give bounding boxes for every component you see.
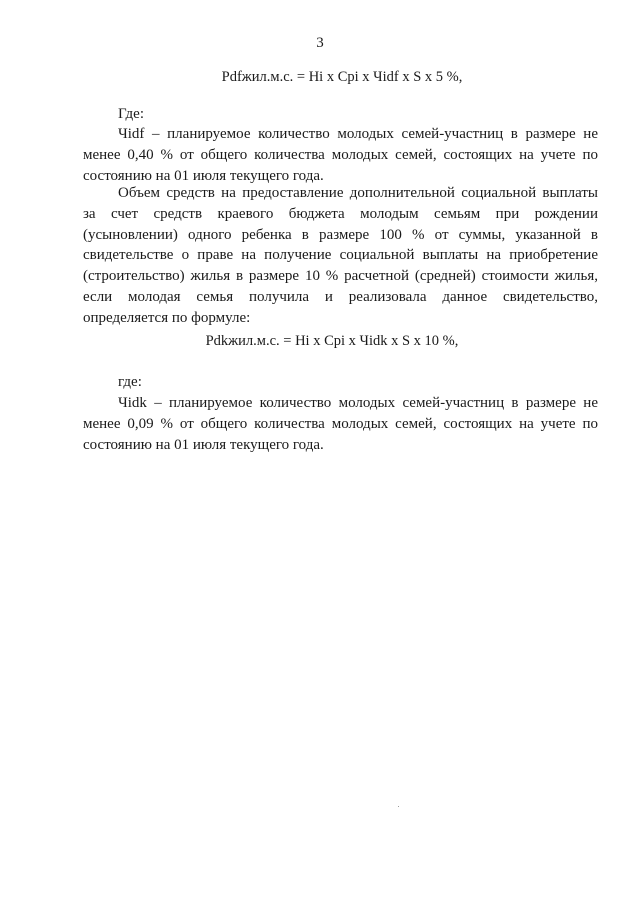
page-number: 3 [316,35,324,51]
formula-pdf: Pdfжил.м.с. = Нi x Срi x Чidf x S x 5 %, [221,69,463,85]
paragraph-chidk-definition: Чidk – планируемое количество молодых семей-участниц в размере не менее 0,09 % от общего количества молодых семей, состоящих на учете по состоянию на 01 июля текущего года. [83,395,598,453]
paragraph-chidf-definition: Чidf – планируемое количество молодых семей-участниц в размере не менее 0,40 % от общего количества молодых семей, состоящих на учете по состоянию на 01 июля текущего года. [83,126,598,184]
where-label-2: где: [118,374,142,390]
formula-pdk: Pdkжил.м.с. = Нi x Срi x Чidk x S x 10 %, [205,333,459,349]
paragraph-additional-payment: Объем средств на предоставление дополнительной социальной выплаты за счет средств краевого бюджета молодым семьям при рождении (усыновлении) одного ребенка в размере 100 % от суммы, указанной в свидетельстве о праве на получение социальной выплаты на приобретение (строительство) жилья в размере 10 % расчетной (средней) стоимости жилья, если молодая семья получила и реализовала данное свидетельство, определяется по формуле: [83,185,598,326]
scan-speck [398,806,399,807]
where-label-1: Где: [118,106,145,122]
